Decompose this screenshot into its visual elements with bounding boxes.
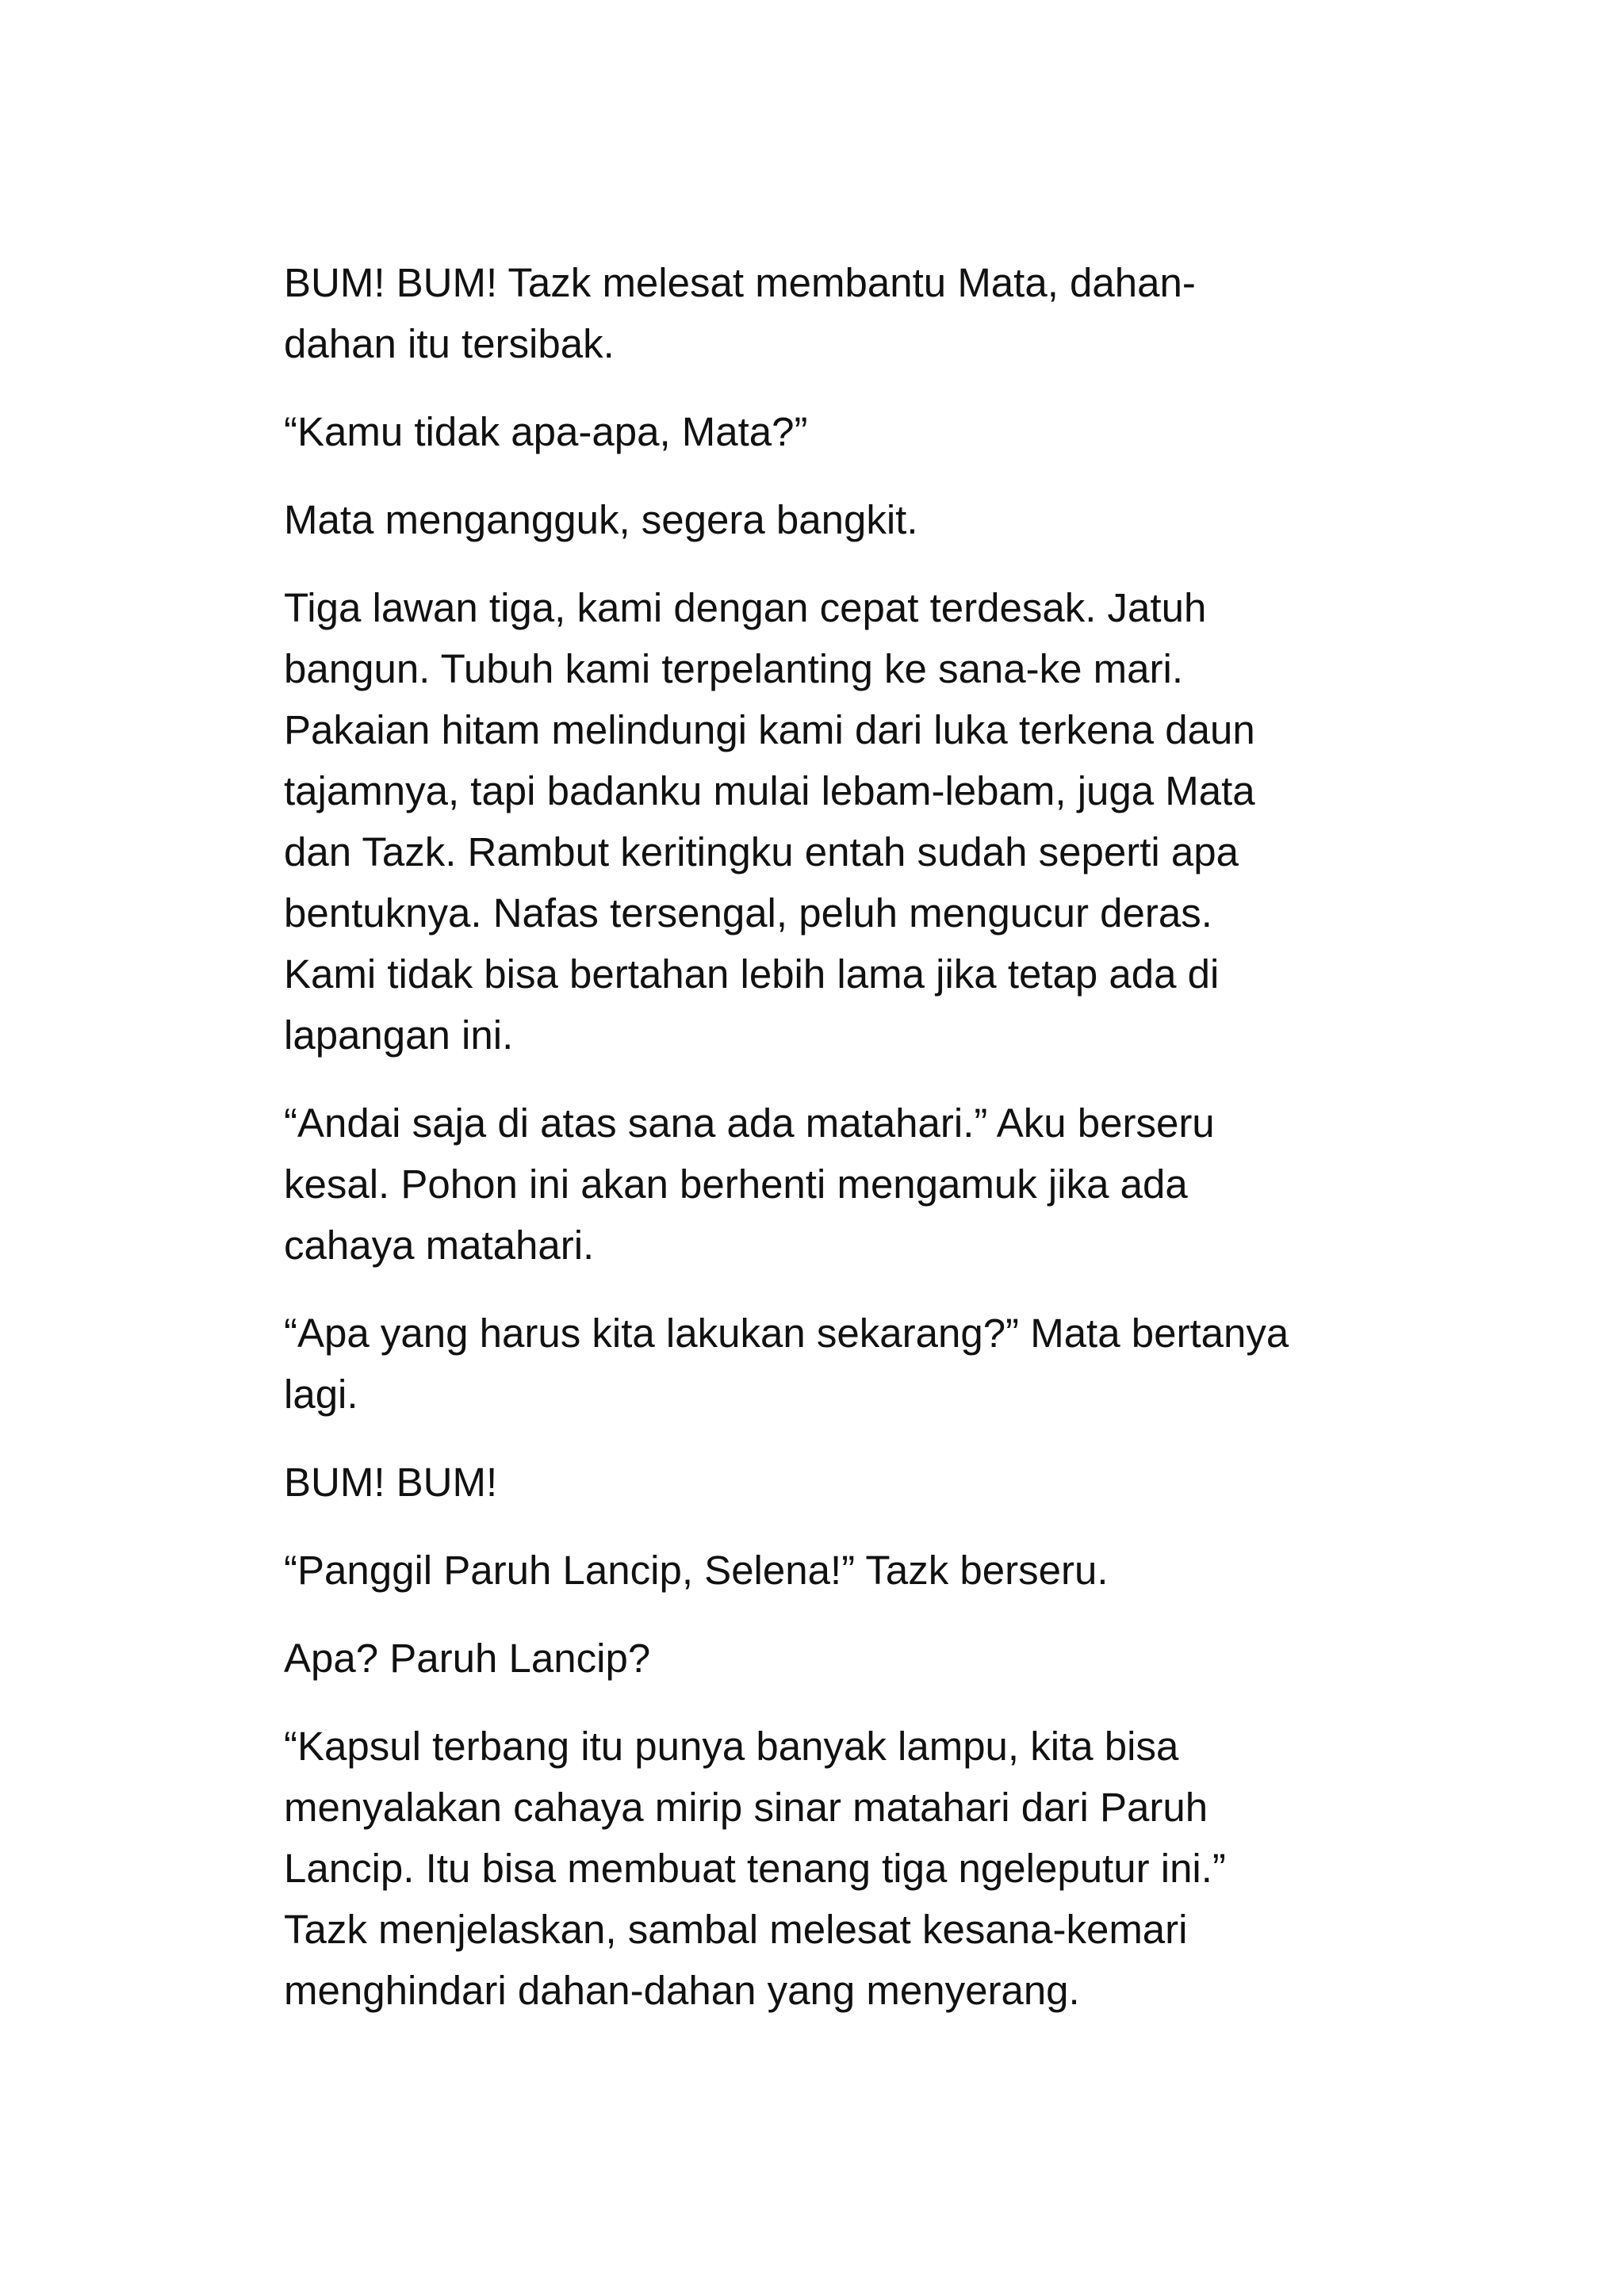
text-line: Lancip. Itu bisa membuat tenang tiga ngeleputur ini.” (284, 1846, 1226, 1891)
paragraph-10 (284, 1716, 1346, 2021)
text-line: Kami tidak bisa bertahan lebih lama jika tetap ada di (284, 951, 1220, 997)
text-line: Tiga lawan tiga, kami dengan cepat terdesak. Jatuh (284, 585, 1207, 630)
paragraph-9 (284, 1628, 1346, 1689)
text-line: “Panggil Paruh Lancip, Selena!” Tazk berseru. (284, 1548, 1109, 1593)
text-line: kesal. Pohon ini akan berhenti mengamuk jika ada (284, 1161, 1188, 1207)
text-line: menghindari dahan-dahan yang menyerang. (284, 1968, 1080, 2013)
text-line: lapangan ini. (284, 1012, 514, 1058)
text-line: menyalakan cahaya mirip sinar matahari dari Paruh (284, 1785, 1208, 1830)
text-line: “Kapsul terbang itu punya banyak lampu, kita bisa (284, 1724, 1179, 1769)
text-line: lagi. (284, 1372, 358, 1417)
text-line: “Andai saja di atas sana ada matahari.” Aku berseru (284, 1100, 1215, 1146)
text-line: bentuknya. Nafas tersengal, peluh mengucur deras. (284, 890, 1212, 936)
text-line: cahaya matahari. (284, 1223, 595, 1268)
text-line: BUM! BUM! (284, 1460, 498, 1505)
paragraph-8 (284, 1540, 1346, 1601)
text-line: tajamnya, tapi badanku mulai lebam-lebam, juga Mata (284, 768, 1255, 813)
text-line: bangun. Tubuh kami terpelanting ke sana-ke mari. (284, 646, 1184, 691)
text-line: BUM! BUM! Tazk melesat membantu Mata, dahan- (284, 260, 1196, 305)
paragraph-3 (284, 489, 1346, 550)
paragraph-4 (284, 577, 1346, 1066)
text-line: dan Tazk. Rambut keritingku entah sudah seperti apa (284, 829, 1239, 874)
paragraph-2 (284, 401, 1346, 462)
paragraph-1 (284, 252, 1346, 374)
paragraph-6 (284, 1303, 1346, 1425)
text-line: dahan itu tersibak. (284, 321, 615, 366)
text-line: Apa? Paruh Lancip? (284, 1636, 651, 1681)
text-line: Pakaian hitam melindungi kami dari luka terkena daun (284, 707, 1255, 752)
text-line: “Kamu tidak apa-apa, Mata?” (284, 409, 808, 454)
text-line: “Apa yang harus kita lakukan sekarang?” Mata bertanya (284, 1311, 1289, 1356)
document-body (284, 252, 1346, 2048)
paragraph-7 (284, 1452, 1346, 1513)
text-line: Mata mengangguk, segera bangkit. (284, 497, 918, 542)
paragraph-5 (284, 1093, 1346, 1276)
text-line: Tazk menjelaskan, sambal melesat kesana-kemari (284, 1907, 1188, 1952)
